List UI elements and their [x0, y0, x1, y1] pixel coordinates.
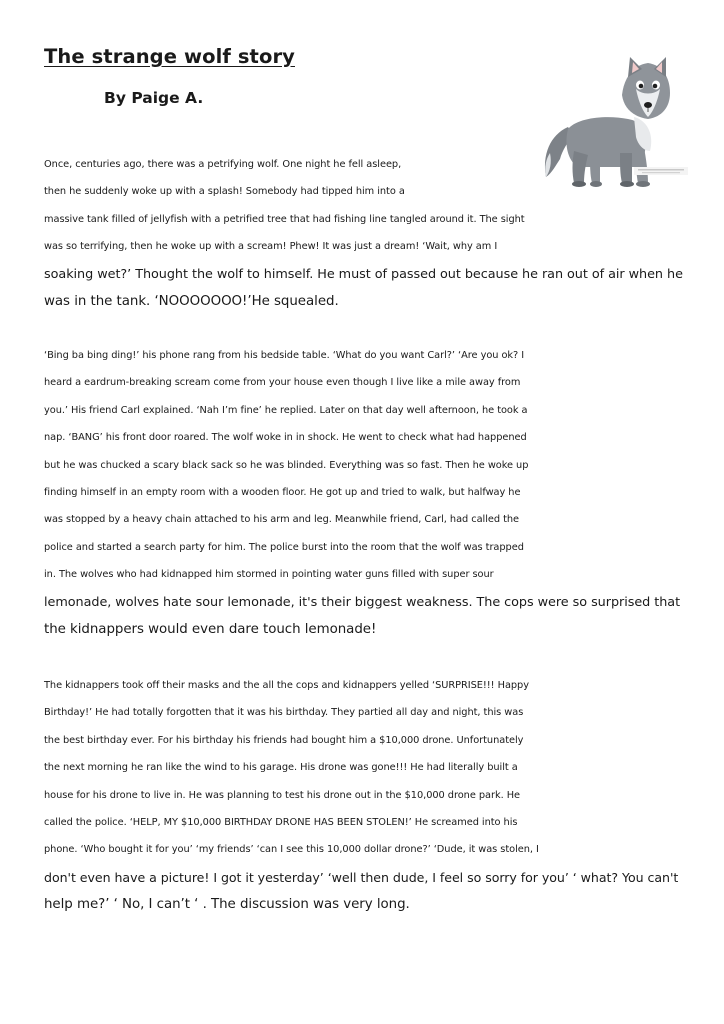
author-byline: By Paige A. [104, 89, 204, 107]
paragraph-line: was stopped by a heavy chain attached to his arm and leg. Meanwhile friend, Carl, had called the [44, 514, 520, 526]
paragraph-line: then he suddenly woke up with a splash! Somebody had tipped him into a [44, 186, 405, 198]
story-title: The strange wolf story [44, 45, 295, 68]
paragraph-line: The kidnappers took off their masks and the all the cops and kidnappers yelled ‘SURPRISE!!! Happy [44, 680, 529, 691]
paragraph-line: police and started a search party for him. The police burst into the room that the wolf was trapped [44, 541, 524, 553]
paragraph-line: ‘Bing ba bing ding!’ his phone rang from his bedside table. ‘What do you want Carl?’ ‘Are you ok? I [44, 350, 525, 361]
story-paragraph-3 [44, 672, 678, 919]
story-paragraph-2 [44, 342, 680, 643]
paragraph-line: you.’ His friend Carl explained. ‘Nah I’m fine’ he replied. Later on that day well afternoon, he took a [44, 404, 528, 416]
paragraph-line: was so terrifying, then he woke up with a scream! Phew! It was just a dream! ‘Wait, why am I [44, 241, 498, 253]
paragraph-line: house for his drone to live in. He was planning to test his drone out in the $10,000 drone park. He [44, 789, 521, 801]
paragraph-line: phone. ‘Who bought it for you’ ‘my friends’ ‘can I see this 10,000 dollar drone?’ ‘Dude, it was stolen, I [44, 844, 539, 856]
paragraph-line: called the police. ‘HELP, MY $10,000 BIRTHDAY DRONE HAS BEEN STOLEN!’ He screamed into his [44, 817, 518, 829]
paragraph-line: the best birthday ever. For his birthday his friends had bought him a $10,000 drone. Unfortunately [44, 734, 524, 746]
paragraph-line: massive tank filled of jellyfish with a petrified tree that had fishing line tangled around it. The sight [44, 213, 525, 225]
paragraph-line: soaking wet?’ Thought the wolf to himself. He must of passed out because he ran out of air when he [44, 266, 683, 282]
paragraph-line: don't even have a picture! I got it yesterday’ ‘well then dude, I feel so sorry for you’ ‘ what? You can't [44, 869, 679, 885]
paragraph-line: the kidnappers would even dare touch lemonade! [44, 622, 377, 638]
paragraph-line: Once, centuries ago, there was a petrifying wolf. One night he fell asleep, [44, 159, 402, 170]
paragraph-line: but he was chucked a scary black sack so he was blinded. Everything was so fast. Then he woke up [44, 459, 529, 471]
paragraph-line: the next morning he ran like the wind to his garage. His drone was gone!!! He had literally built a [44, 762, 518, 774]
paragraph-line: finding himself in an empty room with a wooden floor. He got up and tried to walk, but halfway he [44, 487, 521, 499]
paragraph-line: Birthday!’ He had totally forgotten that it was his birthday. They partied all day and night, this was [44, 707, 524, 719]
story-paragraph-1 [44, 151, 683, 315]
paragraph-line: in. The wolves who had kidnapped him stormed in pointing water guns filled with super sour [44, 569, 494, 581]
paragraph-line: was in the tank. ‘NOOOOOOO!’He squealed. [44, 294, 339, 310]
paragraph-line: lemonade, wolves hate sour lemonade, it's their biggest weakness. The cops were so surprised that [44, 594, 681, 610]
paragraph-line: heard a eardrum-breaking scream come from your house even though I live like a mile away from [44, 377, 521, 389]
paragraph-line: nap. ‘BANG’ his front door roared. The wolf woke in in shock. He went to check what had happened [44, 432, 527, 444]
paragraph-line: help me?’ ‘ No, I can’t ‘ . The discussion was very long. [44, 897, 410, 913]
